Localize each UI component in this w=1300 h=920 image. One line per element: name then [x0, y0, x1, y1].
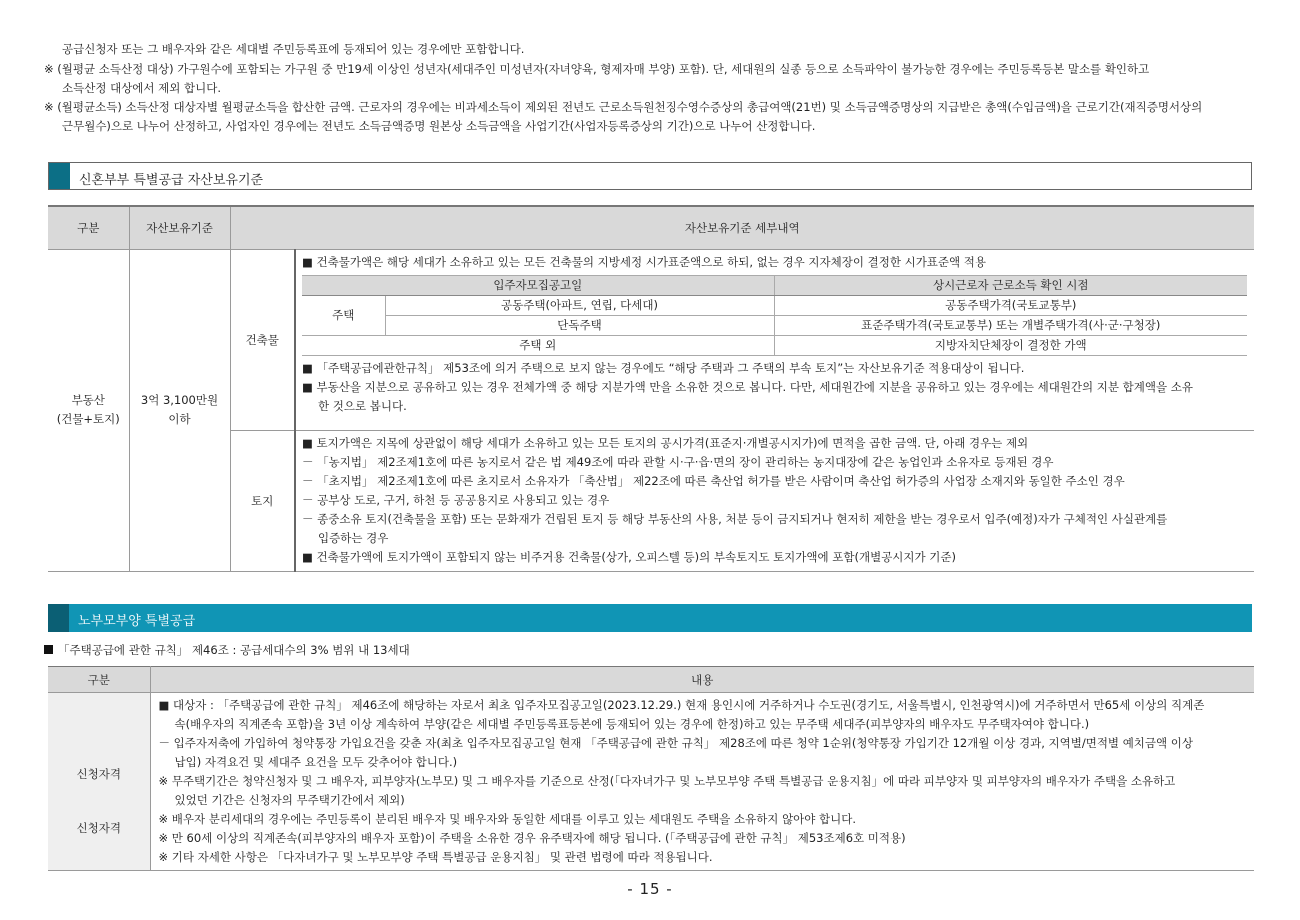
price-basis-table [302, 275, 1247, 356]
section-marker [48, 604, 69, 632]
qualification-line: ■ 대상자 : 「주택공급에 관한 규칙」 제46조에 해당하는 자로서 최초 입주자모집공고일(2023.12.29.) 현재 용인시에 거주하거나 수도권(경기도, 서울특별시, 인천광역시)에 거주하면서 만65세 이상의 직계존 [158, 698, 1205, 712]
inner-cell: 공동주택가격(국토교통부) [774, 295, 1247, 315]
standard-cell [129, 249, 230, 571]
category-label: 부동산 [71, 393, 105, 407]
land-line: ■ 토지가액은 지목에 상관없이 해당 세대가 소유하고 있는 모든 토지의 공시가격(표준지·개별공시지가)에 면적을 곱한 금액. 단, 아래 경우는 제외 [302, 435, 1029, 450]
building-content [295, 249, 1254, 430]
section-note-text: 「주택공급에 관한 규칙」 제46조 : 공급세대수의 3% 범위 내 13세대 [58, 643, 410, 657]
note-line: 소득산정 대상에서 제외 합니다. [62, 81, 222, 95]
qualification-line: 납입) 자격요건 및 세대주 요건을 모두 갖추어야 합니다.) [174, 755, 458, 769]
table-row [48, 249, 1254, 430]
header-content: 내용 [150, 667, 1254, 693]
land-line: － 종중소유 토지(건축물을 포함) 또는 문화재가 건립된 토지 등 해당 부동산의 사용, 처분 등이 금지되거나 현저히 제한을 받는 경우로서 입주(예정)자가 구체적인 사실관계를 [302, 511, 1168, 526]
inner-header: 상시근로자 근로소득 확인 시점 [774, 275, 1247, 295]
asset-criteria-table [48, 205, 1254, 572]
note-line: 공급신청자 또는 그 배우자와 같은 세대별 주민등록표에 등재되어 있는 경우에만 포함합니다. [62, 42, 525, 56]
qualification-line: ※ 만 60세 이상의 직계존속(피부양자의 배우자 포함)이 주택을 소유한 경우 유주택자에 해당 됩니다. (「주택공급에 관한 규칙」 제53조제6호 미적용) [158, 831, 906, 845]
qualification-line: ※ 기타 자세한 사항은 「다자녀가구 및 노부모부양 주택 특별공급 운용지침」 및 관련 법령에 따라 적용됩니다. [158, 850, 713, 864]
section-title: 신혼부부 특별공급 자산보유기준 [79, 173, 264, 188]
qualification-line: － 입주자저축에 가입하여 청약통장 가입요건을 갖춘 자(최초 입주자모집공고일 현재 「주택공급에 관한 규칙」 제28조에 따른 청약 1순위(청약통장 가입기간 12개월 이상 경과, 지역별/면적별 예치금액 이상 [158, 736, 1194, 750]
page-number: - 15 - [627, 880, 673, 898]
section-header-elderly-parent [48, 604, 1252, 632]
qualification-label-cell [48, 693, 150, 871]
inner-cell: 단독주택 [385, 315, 774, 335]
qualification-line: ※ 배우자 분리세대의 경우에는 주민등록이 분리된 배우자 및 배우자와 동일한 세대를 이루고 있는 세대원도 주택을 소유하지 않아야 합니다. [158, 812, 857, 826]
building-line: 한 것으로 봅니다. [318, 398, 407, 413]
qualification-content [150, 693, 1254, 871]
inner-cell: 주택 외 [302, 335, 774, 355]
inner-cell: 공동주택(아파트, 연립, 다세대) [385, 295, 774, 315]
qualification-line: ※ 무주택기간은 청약신청자 및 그 배우자, 피부양자(노부모) 및 그 배우자를 기준으로 산정(「다자녀가구 및 노부모부양 주택 특별공급 운용지침」에 따라 피부양자 및 피부양자의 배우자가 주택을 소유하고 [158, 774, 1176, 788]
building-line: ■ 건축물가액은 해당 세대가 소유하고 있는 모든 건축물의 지방세정 시가표준액으로 하되, 없는 경우 지자체장이 결정한 시가표준액 적용 [302, 254, 986, 269]
qualification-label: 신청자격 [76, 820, 121, 835]
table-header-row [48, 206, 1254, 249]
table-header-row [48, 667, 1254, 693]
qualification-line: 있었던 기간은 신청자의 무주택기간에서 제외) [174, 793, 405, 807]
inner-header: 입주자모집공고일 [302, 275, 774, 295]
table-row [48, 693, 1254, 871]
inner-cell: 지방자치단체장이 결정한 가액 [774, 335, 1247, 355]
section-note [44, 642, 410, 658]
note-line: ※ (월평균소득) 소득산정 대상자별 월평균소득을 합산한 금액. 근로자의 경우에는 비과세소득이 제외된 전년도 근로소득원천징수영수증상의 총급여액(21번) 및 소득금액증명상의 지급받은 총액(수입금액)을 근로기간(재직증명서상의 [44, 100, 1203, 114]
land-label: 토지 [230, 430, 295, 571]
land-line: ■ 건축물가액에 토지가액이 포함되지 않는 비주거용 건축물(상가, 오피스텔 등)의 부속토지도 토지가액에 포함(개별공시지가 기준) [302, 549, 956, 564]
category-sublabel: (건물+토지) [56, 412, 120, 426]
land-line: － 공부상 도로, 구거, 하천 등 공공용지로 사용되고 있는 경우 [302, 492, 610, 507]
inner-cell: 표준주택가격(국토교통부) 또는 개별주택가격(사·군·구청장) [774, 315, 1247, 335]
land-content [295, 430, 1254, 571]
qualification-line: 속(배우자의 직계존속 포함)을 3년 이상 계속하여 부양(같은 세대별 주민등록표등본에 등재되어 있는 경우에 한정)하고 있는 무주택 세대주(피부양자의 배우자도 무주택자여야 합니다.) [174, 717, 1090, 731]
category-cell [48, 249, 129, 571]
header-category: 구분 [48, 206, 129, 249]
note-line: 근무월수)으로 나누어 산정하고, 사업자인 경우에는 전년도 소득금액증명 원본상 소득금액을 사업기간(사업자등록증상의 기간)으로 나누어 산정합니다. [62, 119, 816, 133]
land-line: － 「농지법」 제2조제1호에 따른 농지로서 같은 법 제49조에 따라 관할 시·구·읍·면의 장이 관리하는 농지대장에 같은 농업인과 소유자로 등재된 경우 [302, 454, 1054, 469]
section-header-asset-criteria [48, 162, 1252, 190]
standard-value: 3억 3,100만원 [140, 393, 219, 407]
section-marker [49, 163, 70, 189]
land-line: － 「초지법」 제2조제1호에 따른 초지로서 소유자가 「축산법」 제22조에 따른 축산업 허가를 받은 사람이며 축산업 허가증의 사업장 소재지와 동일한 주소인 경우 [302, 473, 1125, 488]
header-category: 구분 [48, 667, 150, 693]
inner-house-label: 주택 [302, 295, 385, 335]
black-square-icon [44, 645, 53, 654]
qualification-label: 신청자격 [76, 766, 121, 781]
note-line: ※ (월평균 소득산정 대상) 가구원수에 포함되는 가구원 중 만19세 이상인 성년자(세대주인 미성년자(자녀양육, 형제자매 부양) 포함). 단, 세대원의 실종 등으로 소득파악이 불가능한 경우에는 주민등록등본 말소를 확인하고 [44, 62, 1150, 76]
building-line: ■ 부동산을 지분으로 공유하고 있는 경우 전체가액 중 해당 지분가액 만을 소유한 것으로 봅니다. 다만, 세대원간에 지분을 공유하고 있는 경우에는 세대원간의 지분 합계액을 소유 [302, 379, 1193, 394]
header-details: 자산보유기준 세부내역 [230, 206, 1254, 249]
building-line: ■ 「주택공급에관한규칙」 제53조에 의거 주택으로 보지 않는 경우에도 “해당 주택과 그 주택의 부속 토지”는 자산보유기준 적용대상이 됩니다. [302, 360, 1025, 375]
header-standard: 자산보유기준 [129, 206, 230, 249]
standard-suffix: 이하 [168, 412, 191, 426]
building-label: 건축물 [230, 249, 295, 430]
elderly-parent-table [48, 666, 1254, 871]
section-title: 노부모부양 특별공급 [78, 614, 196, 629]
land-line: 입증하는 경우 [318, 530, 389, 545]
